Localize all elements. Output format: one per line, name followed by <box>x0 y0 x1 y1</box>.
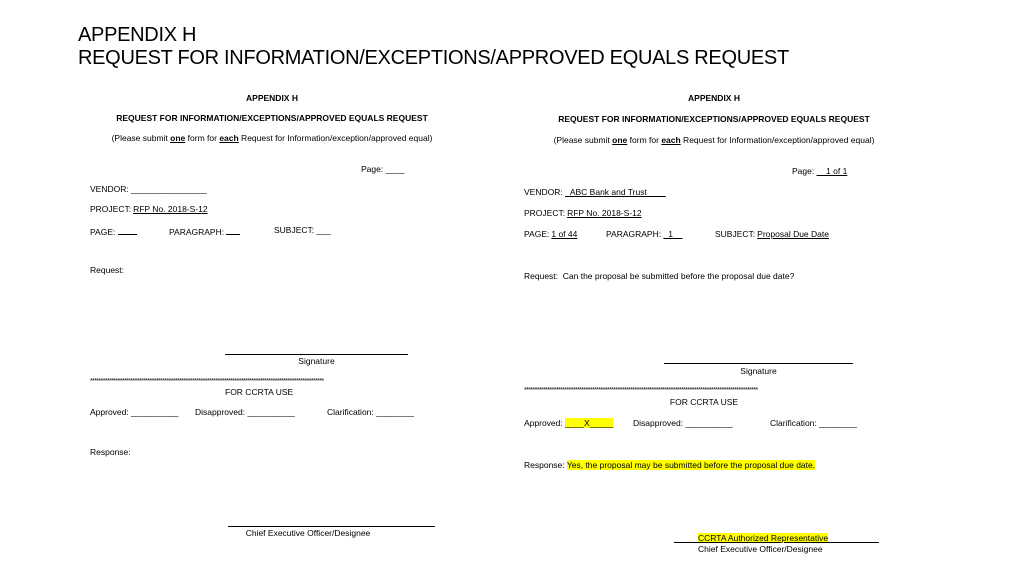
left-page-field[interactable]: Page: ____ <box>361 164 405 174</box>
left-response-label: Response: <box>90 447 131 457</box>
left-clarification-field[interactable]: Clarification: ________ <box>327 407 414 417</box>
left-approved-field[interactable]: Approved: __________ <box>90 407 179 417</box>
left-instructions: (Please submit one form for each Request for Information/exception/approved equal) <box>111 133 433 143</box>
left-disapproved-field[interactable]: Disapproved: __________ <box>195 407 295 417</box>
left-subject-field[interactable]: SUBJECT: ___ <box>274 225 331 235</box>
left-paragraph-field[interactable]: PARAGRAPH: <box>169 225 240 238</box>
left-signature-line <box>225 354 408 355</box>
right-rep-name: CCRTA Authorized Representative <box>698 533 829 543</box>
right-paragraph-field[interactable]: PARAGRAPH: _1__ <box>606 229 683 239</box>
slide-title-line2: REQUEST FOR INFORMATION/EXCEPTIONS/APPROVED EQUALS REQUEST <box>78 47 789 69</box>
right-project-field[interactable]: PROJECT: RFP No. 2018-S-12 <box>524 208 642 218</box>
left-separator-stars: ************************************************************************************************************** <box>90 378 324 384</box>
left-ceo-label: Chief Executive Officer/Designee <box>245 528 371 538</box>
right-disapproved-field[interactable]: Disapproved: __________ <box>633 418 733 428</box>
right-separator-stars: ************************************************************************************************************** <box>524 387 758 393</box>
filled-form <box>512 0 1024 576</box>
left-request-label: Request: <box>90 265 125 275</box>
left-page-ref-field[interactable]: PAGE: <box>90 225 137 238</box>
left-vendor-field[interactable]: VENDOR: ________________ <box>90 184 207 194</box>
right-page-ref-field[interactable]: PAGE: 1 of 44 <box>524 229 578 239</box>
right-subject-field[interactable]: SUBJECT: Proposal Due Date <box>715 229 829 239</box>
right-signature-label: Signature <box>740 366 777 376</box>
right-request-text: Can the proposal be submitted before the proposal due date? <box>562 271 795 281</box>
right-page-field[interactable]: Page: __1 of 1 <box>792 166 848 176</box>
right-appendix-heading: APPENDIX H <box>688 93 740 103</box>
right-vendor-field[interactable]: VENDOR: _ABC Bank and Trust____ <box>524 187 666 197</box>
right-signature-line <box>664 363 853 364</box>
left-appendix-heading: APPENDIX H <box>246 93 298 103</box>
right-ccrta-use: FOR CCRTA USE <box>669 397 739 407</box>
left-signature-label: Signature <box>298 356 335 366</box>
slide-title-line1: APPENDIX H <box>78 24 197 46</box>
right-approved-field[interactable]: Approved: ____X_____ <box>524 418 614 428</box>
right-clarification-field[interactable]: Clarification: ________ <box>770 418 857 428</box>
right-form-title: REQUEST FOR INFORMATION/EXCEPTIONS/APPROVED EQUALS REQUEST <box>558 114 870 124</box>
right-request-field: Request: Can the proposal be submitted before the proposal due date? <box>524 271 795 281</box>
right-instructions: (Please submit one form for each Request for Information/exception/approved equal) <box>553 135 875 145</box>
right-approved-mark: ____X_____ <box>565 418 614 428</box>
right-response-field: Response: Yes, the proposal may be submitted before the proposal due date. <box>524 460 816 470</box>
left-ceo-line <box>228 526 435 527</box>
left-form-title: REQUEST FOR INFORMATION/EXCEPTIONS/APPROVED EQUALS REQUEST <box>116 113 428 123</box>
left-project-field[interactable]: PROJECT: RFP No. 2018-S-12 <box>90 204 208 214</box>
right-ceo-label: Chief Executive Officer/Designee <box>698 544 823 554</box>
right-response-text: Yes, the proposal may be submitted before the proposal due date. <box>566 460 816 470</box>
left-ccrta-use: FOR CCRTA USE <box>225 387 294 397</box>
